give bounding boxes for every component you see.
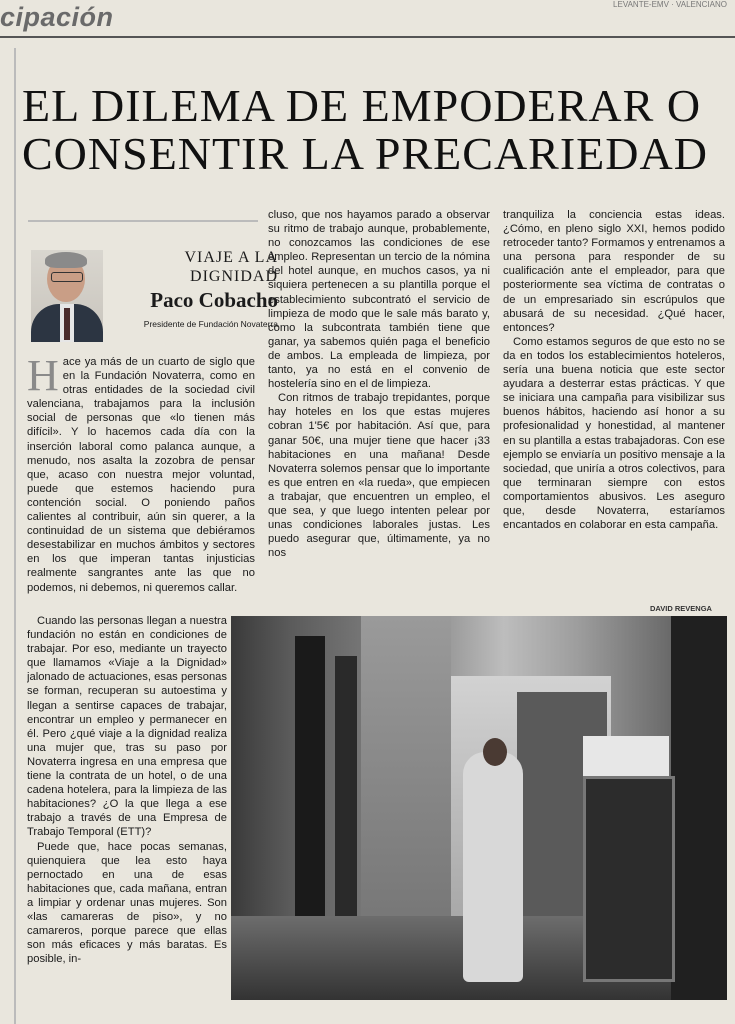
paragraph: Con ritmos de trabajo trepidantes, porque hay hoteles en los que estas mujeres cobran 1'5€ por habitación. Así que, para ganar 50€, una mujer tiene que hacer ¡33 habitaciones en una mañana! Desde Novaterra solemos pensar que lo importante es que entren en «la rueda», que empiecen a trabajar, que encuentren un empleo, el que sea, y que luego intenten pelear por unas condiciones laborales justas. Les puedo asegurar que, últimamente, ya no nos xyxy=(268,392,490,560)
paragraph xyxy=(27,351,255,595)
kicker-line-1: VIAJE A LA xyxy=(184,249,278,266)
paragraph: cluso, que nos hayamos parado a observar su ritmo de trabajo aunque, probablemente, no conozcamos las condiciones de ese empleo. Representan un tercio de la nómina del hotel aunque, en muchos casos, ya ni siquiera pertenecen a su plantilla porque el establecimiento subcontrató el servicio de limpieza de modo que le sale más barato y, como la subcontrata también tiene que ganar, ya sabemos quién paga el beneficio de ambos. La empleada de limpieza, por tanto, ya no está en el convenio de hostelería sino en el de limpieza. xyxy=(268,209,490,391)
body-column-1 xyxy=(27,351,255,595)
author-role: Presidente de Fundación Novaterra xyxy=(143,319,278,329)
body-column-2 xyxy=(268,208,490,560)
byline xyxy=(28,220,278,350)
page-header-note: LEVANTE-EMV · VALENCIANO xyxy=(613,0,727,9)
photo-credit: DAVID REVENGA xyxy=(650,604,712,613)
body-column-1-lower xyxy=(27,614,227,1009)
paragraph: Puede que, hace pocas semanas, quienquiera que lea esto haya pernoctado en una de esas habitaciones que, cada mañana, entran a limpiar y ordenar unas mujeres. Son «las camareras de piso», y no camareros, porque parece que ellas son más eficaces y más baratas. Es posible, in- xyxy=(27,840,227,966)
kicker-line-2: DIGNIDAD xyxy=(190,268,278,285)
author-portrait-icon xyxy=(31,250,103,342)
headline: EL DILEMA DE EMPODERAR O CONSENTIR LA PRECARIEDAD xyxy=(22,80,708,179)
body-column-3 xyxy=(503,208,725,532)
column-kicker xyxy=(138,248,278,286)
drop-cap: H xyxy=(27,351,59,400)
paragraph: Como estamos seguros de que esto no se da en todos los establecimientos hoteleros, sería una buena noticia que este sector ayudara a desterrar estas prácticas. Y que se iniciara una campaña para visibilizar sus buenos hábitos, haciendo así honor a su profesionalidad y honestidad, al mantener en su plantilla a estas trabajadoras. Con ese ejemplo se enviaría un positivo mensaje a la sociedad, que uniría a otros colectivos, para que terminaran siempre con estos comportamientos abusivos. Les aseguro que, desde Novaterra, estaríamos encantados en colaborar en esta campaña. xyxy=(503,335,725,532)
hotel-corridor-photo-icon xyxy=(231,616,727,1000)
paragraph: tranquiliza la conciencia estas ideas. ¿Cómo, en pleno siglo XXI, hemos podido retroceder tanto? Formamos y entrenamos a una persona para responder de su cualificación ante el empleador, para que posteriormente sea víctima de contratas o de un empresariado sin escrúpulos que abusará de su necesidad. ¿Qué hacer, entonces? xyxy=(503,209,725,334)
author-name: Paco Cobacho xyxy=(150,288,278,312)
paragraph-text: ace ya más de un cuarto de siglo que en la Fundación Novaterra, como en otras entidades de la sociedad civil valenciana, trabajamos para la inclusión social de personas que «lo tienen más difícil». Y lo hacemos cada día con la inserción laboral como palanca aunque, a menudo, nos asalta la zozobra de pensar que, acaso con nuestra mejor voluntad, puede que estemos haciendo pura contención social. O poniendo paños calientes al contribuir, aún sin querer, a la continuidad de un sistema que debiéramos desestabilizar en muchos ámbitos y sectores en los que imperan tantas injusticias realmente sangrantes ante las que no podemos, ni debemos, ni queremos callar. xyxy=(27,356,255,594)
section-tag: cipación xyxy=(0,2,114,32)
paragraph: Cuando las personas llegan a nuestra fundación no están en condiciones de trabajar. Por eso, mediante un trayecto que llamamos «Viaje a la Dignidad» jalonado de actuaciones, esas personas se forman, recuperan su autoestima y llegan a sentirse capaces de trabajar, encontrar un empleo y permanecer en él. Pero ¿qué viaje a la dignidad realiza una mujer que, tras su paso por Novaterra ingresa en una empresa que tiene la contrata de un hotel, o de una cadena hotelera, para la limpieza de las habitaciones? ¿O la que llega a ese trabajo a través de una Empresa de Trabajo Temporal (ETT)? xyxy=(27,615,227,839)
header-rule xyxy=(0,36,735,38)
